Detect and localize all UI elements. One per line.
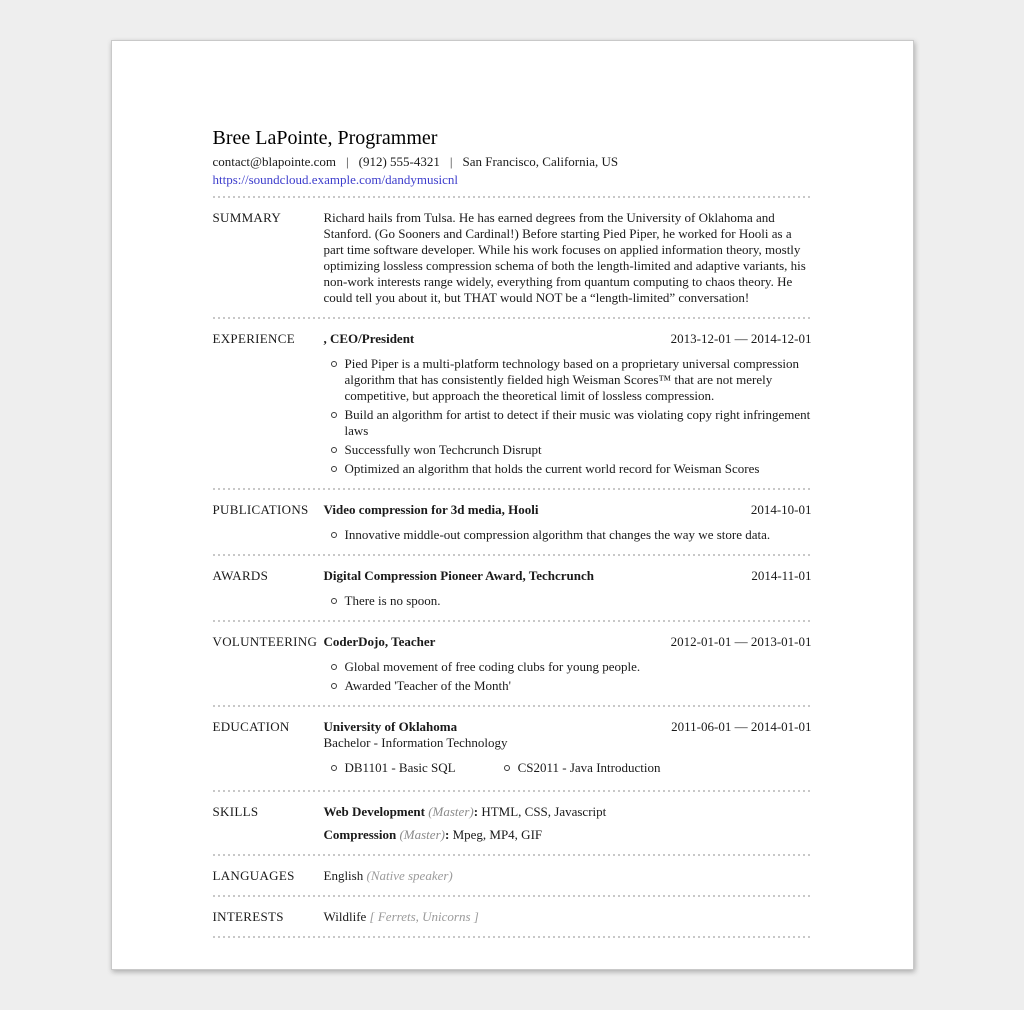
experience-dates: 2013-12-01 — 2014-12-01: [670, 331, 812, 346]
contact-line: [213, 154, 812, 170]
publication-entry-header: [324, 502, 812, 518]
publication-title: Video compression for 3d media, Hooli: [323, 502, 539, 517]
course-item: DB1101 - Basic SQL: [324, 760, 456, 776]
section-label-publications: PUBLICATIONS: [212, 502, 309, 517]
interest-keywords: [ Ferrets, Unicorns ]: [369, 909, 479, 924]
section-volunteering: [213, 622, 812, 705]
section-interests: [213, 897, 812, 936]
contact-phone: (912) 555-4321: [358, 154, 440, 169]
education-dates: 2011-06-01 — 2014-01-01: [671, 719, 812, 734]
education-entry-header: [324, 719, 812, 735]
skill-item: [324, 827, 812, 843]
contact-separator: |: [449, 154, 453, 169]
bullet-item: Awarded 'Teacher of the Month': [324, 678, 812, 694]
bullet-item: Optimized an algorithm that holds the current world record for Weisman Scores: [324, 461, 812, 477]
section-skills: [213, 792, 812, 854]
education-degree: Bachelor - Information Technology: [323, 735, 508, 750]
bullet-item: Build an algorithm for artist to detect if their music was violating copy right infringement laws: [324, 407, 812, 439]
section-label-awards: AWARDS: [212, 568, 269, 583]
volunteering-entry-header: [324, 634, 812, 650]
bullet-item: Successfully won Techcrunch Disrupt: [324, 442, 812, 458]
contact-location: San Francisco, California, US: [462, 154, 619, 169]
section-label-volunteering: VOLUNTEERING: [212, 634, 318, 649]
resume-header: [213, 126, 812, 196]
skill-name: Compression: [323, 827, 397, 842]
section-label-experience: EXPERIENCE: [212, 331, 295, 346]
interest-name: Wildlife: [323, 909, 367, 924]
skill-level: (Master): [428, 804, 474, 819]
experience-title: , CEO/President: [323, 331, 415, 346]
education-school: University of Oklahoma: [323, 719, 458, 734]
section-label-education: EDUCATION: [212, 719, 290, 734]
volunteering-bullet-list: [324, 659, 812, 694]
award-bullet-list: [324, 593, 812, 609]
skill-level: (Master): [399, 827, 445, 842]
website-link[interactable]: https://soundcloud.example.com/dandymusicnl: [212, 172, 459, 187]
skill-item: [324, 804, 812, 820]
education-course-list: [324, 760, 812, 779]
volunteering-dates: 2012-01-01 — 2013-01-01: [670, 634, 812, 649]
section-label-summary: SUMMARY: [212, 210, 282, 225]
section-divider: [213, 936, 812, 938]
award-date: 2014-11-01: [751, 568, 812, 583]
section-education: [213, 707, 812, 790]
skill-name: Web Development: [323, 804, 425, 819]
section-label-skills: SKILLS: [212, 804, 259, 819]
bullet-item: Global movement of free coding clubs for young people.: [324, 659, 812, 675]
section-summary: [213, 198, 812, 317]
award-title: Digital Compression Pioneer Award, Techcrunch: [323, 568, 594, 583]
contact-email: contact@blapointe.com: [212, 154, 337, 169]
bullet-item: Innovative middle-out compression algorithm that changes the way we store data.: [324, 527, 812, 543]
section-label-languages: LANGUAGES: [212, 868, 295, 883]
section-label-interests: INTERESTS: [212, 909, 284, 924]
bullet-item: Pied Piper is a multi-platform technology based on a proprietary universal compression algorithm that has consistently fielded high Weisman Scores™ that are not merely competitive, but approach the theoretical limit of lossless compression.: [324, 356, 812, 404]
section-languages: [213, 856, 812, 895]
section-experience: [213, 319, 812, 488]
course-item: CS2011 - Java Introduction: [497, 760, 661, 779]
skill-colon: :: [473, 804, 479, 819]
resume-name-title: Bree LaPointe, Programmer: [212, 127, 438, 149]
contact-separator: |: [346, 154, 349, 169]
section-publications: [213, 490, 812, 554]
volunteering-title: CoderDojo, Teacher: [323, 634, 436, 649]
section-awards: [213, 556, 812, 620]
bullet-item: There is no spoon.: [324, 593, 812, 609]
skill-keywords: HTML, CSS, Javascript: [481, 804, 607, 819]
experience-bullet-list: [324, 356, 812, 477]
resume-page: [111, 40, 914, 970]
skill-colon: :: [444, 827, 450, 842]
award-entry-header: [324, 568, 812, 584]
language-fluency: (Native speaker): [366, 868, 453, 883]
publication-bullet-list: [324, 527, 812, 543]
publication-date: 2014-10-01: [750, 502, 812, 517]
experience-entry-header: [324, 331, 812, 347]
language-name: English: [323, 868, 364, 883]
summary-text: Richard hails from Tulsa. He has earned degrees from the University of Oklahoma and Stanford. (Go Sooners and Cardinal!) Before starting Pied Piper, he worked for Hooli as a part time software developer. While his work focuses on applied information theory, mostly optimizing lossless compression schema of both the length-limited and adaptive variants, his non-work interests range widely, everything from quantum computing to chaos theory. He could tell you about it, but THAT would NOT be a “length-limited” conversation!: [323, 210, 806, 305]
skill-keywords: Mpeg, MP4, GIF: [452, 827, 543, 842]
